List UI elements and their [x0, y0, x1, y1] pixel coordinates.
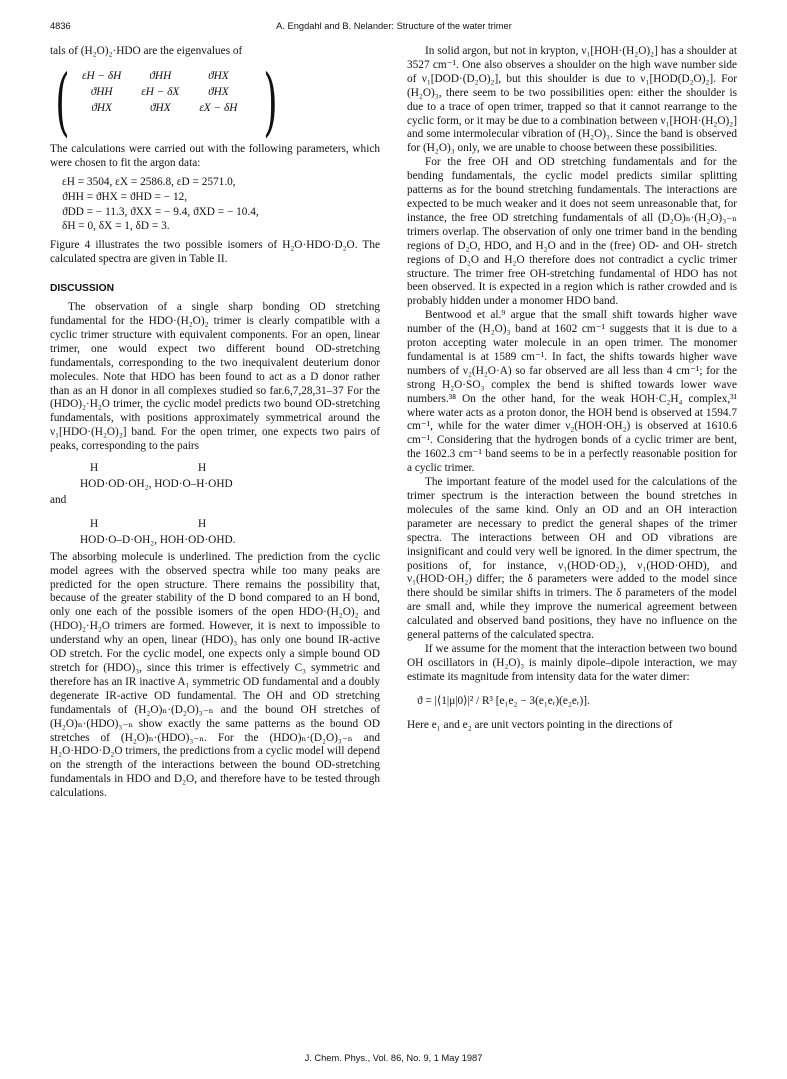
journal-footer: J. Chem. Phys., Vol. 86, No. 9, 1 May 1987 — [304, 1053, 483, 1063]
matrix-cell: εH − δH — [82, 69, 122, 82]
param-equation: ϑDD = − 11.3, ϑXX = − 9.4, ϑXD = − 10.4, — [62, 205, 259, 218]
eigenvalue-matrix — [55, 58, 278, 145]
matrix-cell: εH − δX — [141, 85, 180, 98]
left-column — [50, 45, 380, 801]
matrix-cell: ϑHX — [208, 85, 229, 98]
matrix-cell: εX − δH — [199, 101, 238, 114]
paragraph: In solid argon, but not in krypton, ν₁[HOH·(H₂O)₂] has a shoulder at 3527 cm⁻¹. One also observes a shoulder on the high wave number side of ν₁[DOD·(D₂O)₂], but this shoulder is due to ν₁[HOD(D₂O)₂]. For (H₂O)₃, there seem to be two possibilities open: either the shoulder is due to a trace of open trimer, trapped so that it cannot rearrange to the cyclic form, or it may be due to a combination between ν₁[HOH·(H₂O)₂] and some intermolecular vibration of (H₂O)₃. Since the band is observed for (H₂O)₃ only, we are unable to choose between these possibilities. — [407, 45, 737, 155]
and-label: and — [50, 493, 67, 506]
param-equation: ϑHH = ϑHX = ϑHD = − 12, — [62, 190, 188, 203]
paragraph: If we assume for the moment that the interaction between two bound OH oscillators in (H₂O)₃ is mainly dipole–dipole interaction, we may estimate its magnitude from intensity data for the water dimer: — [407, 642, 737, 683]
hydrogen-label: H — [198, 517, 207, 530]
running-header — [50, 20, 738, 34]
running-title: A. Engdahl and B. Nelander: Structure of the water trimer — [276, 21, 512, 31]
hydrogen-label: H — [90, 517, 99, 530]
paragraph: The absorbing molecule is underlined. The prediction from the cyclic model agrees with the observed spectra while too many peaks are predicted for the open structure. There remains the possibility that, because of the greater stability of the D bond compared to an H bond, only one each of the possible isomers of the open HDO·(H₂O)₂ and (HDO)₂·H₂O trimers are formed. However, it is next to impossible to understand why an open, linear (HDO)₃ has only one bound IR-active OD stretch. For the cyclic model, one expects only a simple bound OD stretch for (HDO)₃, since this trimer is effectively C₃ symmetric and therefore has an IR inactive A₁ symmetric OD fundamental and a doubly degenerate IR-active OD fundamental. The OH and OD stretching fundamentals of (H₂O)ₙ·(D₂O)₃₋ₙ and the bound OH stretches of (H₂O)ₙ·(HDO)₃₋ₙ show exactly the same patterns as the bound OD stretches of (H₂O)ₙ·(HDO)₃₋ₙ. For the (HDO)ₙ·(D₂O)₃₋ₙ and H₂O·HDO·D₂O trimers, the predictions from a cyclic model will depend on the strength of the interactions between the bound OD-stretching fundamentals in HDO and D₂O, and therefore have to be tested through calculations. — [50, 550, 380, 800]
matrix-cell: ϑHX — [208, 69, 229, 82]
param-equation: εH = 3504, εX = 2586.8, εD = 2571.0, — [62, 175, 236, 188]
intro-text: tals of (H₂O)₂·HDO are the eigenvalues of — [50, 45, 243, 57]
paragraph: The important feature of the model used for the calculations of the trimer spectrum is the interaction between the bound stretches in molecules of the same kind. Only an OD and an OH interaction parameter are necessary to predict the general shapes of the trimer spectra. The interactions between OH and OD vibrations are insignificant and could very well be ignored. In the dimer spectrum, the positions of, for instance, ν₁(HOD·OD₂), ν₁(HOD·OHD), and ν₁(HOD·OH₂) differ; the δ parameters were added to the model since there should be similar shifts in trimers. The δ parameters of the model are small and, while they improve the numerical agreement between calculated and observed band positions, they have no influence on the general patterns of the calculated spectra. — [407, 476, 737, 642]
matrix-left-paren: ( — [55, 58, 70, 145]
isomer-formulas — [50, 462, 380, 548]
paragraph: Bentwood et al.⁹ argue that the small shift towards higher wave number of the (H₂O)₃ band at 1602 cm⁻¹ suggests that it is due to a proton accepting water molecule in an open trimer. The monomer fundamental is at 1589 cm⁻¹. In fact, the shifts towards higher wave numbers of ν₂(H₂O·A) so far observed are all less than 4 cm⁻¹; for the strong H₂O·SO₃ complex the bend is shifted towards lower wave numbers.³⁸ On the other hand, for the weak HOH·C₂H₄ complex,³¹ where water acts as a proton donor, the HOH bend is observed at 1594.7 cm⁻¹, while for the water dimer ν₂(HOH·OH₂) is observed at 1610.6 cm⁻¹. Considering that the hydrogen bonds of a cyclic trimer are bent, the 1602.3 cm⁻¹ band seems to be in a perfectly reasonable position for a cyclic trimer. — [407, 309, 737, 475]
paragraph: Here e₁ and e₂ are unit vectors pointing in the directions of — [407, 718, 673, 731]
matrix-cell: ϑHH — [149, 69, 172, 82]
matrix-cell: ϑHX — [91, 101, 112, 114]
param-equation: δH = 0, δX = 1, δD = 3. — [62, 220, 170, 233]
isomer-formula: HOD·OD·OH₂, HOD·O–H·OHD — [80, 478, 233, 491]
paragraph: The observation of a single sharp bonding OD stretching fundamental for the HDO·(H₂O)₂ trimer is clearly compatible with a cyclic trimer structure with equivalent components. For an open, linear trimer, one would expect two different bound OD-stretching fundamentals, corresponding to the two inequivalent deuterium donor molecules. Note that HDO has been found to act as a D donor rather than as an H donor in all complexes studied so far.6,7,28,31–37 For the (HDO)₂·H₂O trimer, the cyclic model predicts two bound OD-stretching fundamentals, with positions approximately symmetrical around the ν₁[HDO·(H₂O)₂] band. For the open trimer, one expects two pairs of peaks, corresponding to the pairs — [50, 301, 380, 453]
isomer-formula: HOD·O–D·OH₂, HOH·OD·OHD. — [80, 533, 236, 546]
section-title: DISCUSSION — [50, 283, 115, 295]
right-column — [407, 45, 737, 733]
matrix-cell: ϑHX — [150, 101, 171, 114]
matrix-cell: ϑHH — [90, 85, 113, 98]
paragraph: For the free OH and OD stretching fundamentals and for the bending fundamentals, the cyclic model predicts similar splitting patterns as for the bound stretching fundamentals. The interactions are expected to be much weaker and it does not seem unreasonable that, for instance, the free OD stretching fundamentals of all (D₂O)ₙ·(H₂O)₃₋ₙ trimers overlap. The observation of only one trimer band in the bending regions of D₂O, HDO, and H₂O and in the (free) OD- and OH- stretch regions of D₂O and H₂O therefore does not contradict a cyclic trimer structure. The trimer free OH-stretching fundamental of HDO has not been observed. It is expected in a region which is rather crowded and is probably hidden under a monomer HDO band. — [407, 156, 737, 308]
page-number: 4836 — [50, 21, 71, 31]
hydrogen-label: H — [90, 462, 99, 475]
dipole-equation: ϑ = |⟨1|μ|0⟩|² / R³ [e₁e₂ − 3(e₁eᵣ)(e₂eᵣ)]. — [417, 694, 590, 707]
hydrogen-label: H — [198, 462, 207, 475]
figure-reference: Figure 4 illustrates the two possible isomers of H₂O·HDO·D₂O. The calculated spectra are given in Table II. — [50, 239, 380, 266]
calc-text: The calculations were carried out with the following parameters, which were chosen to fit the argon data: — [50, 142, 380, 169]
matrix-table — [72, 69, 247, 117]
matrix-right-paren: ) — [263, 58, 278, 145]
